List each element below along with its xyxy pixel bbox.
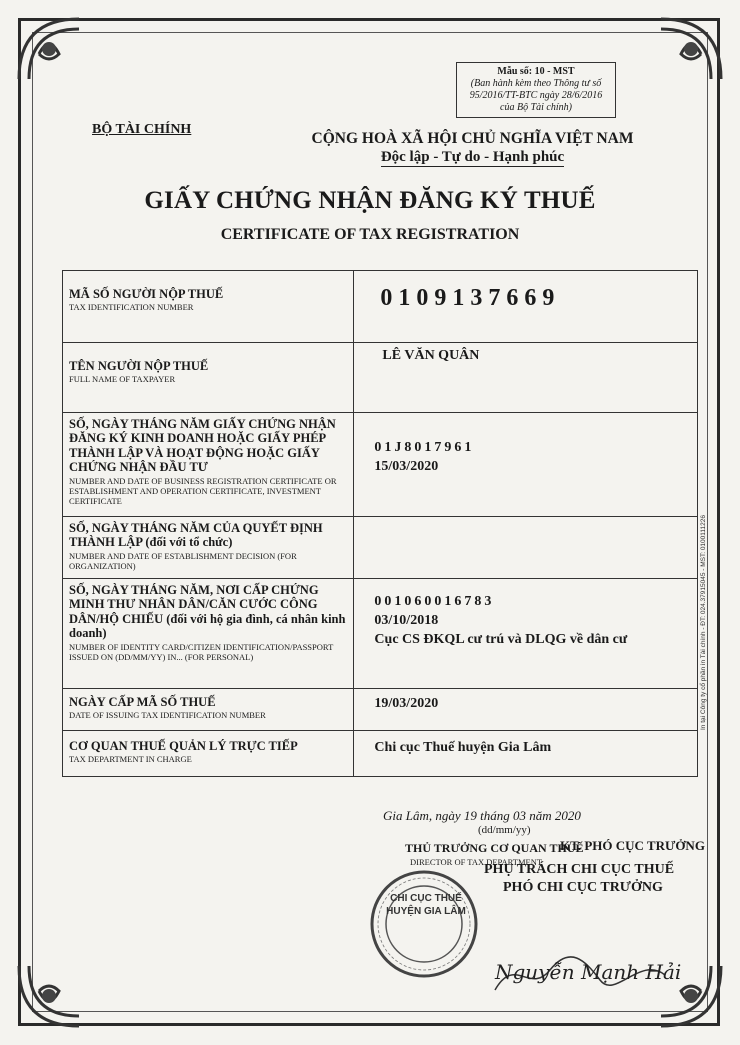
certificate-title-english: CERTIFICATE OF TAX REGISTRATION [220,226,520,243]
form-note-line: (Ban hành kèm theo Thông tư số [470,78,602,89]
label-vn: MÃ SỐ NGƯỜI NỘP THUẾ [69,287,224,301]
ornament-corner-top-left [14,14,84,84]
label-vn: SỐ, NGÀY THÁNG NĂM CỦA QUYẾT ĐỊNH THÀNH LẬP (đối với tổ chức) [69,521,323,550]
taxpayer-name: LÊ VĂN QUÂN [382,348,480,363]
label-en: DATE OF ISSUING TAX IDENTIFICATION NUMBER [69,710,266,721]
table-row [63,689,698,731]
official-seal [368,868,480,980]
label-en: TAX DEPARTMENT IN CHARGE [69,754,192,765]
registration-table [62,270,698,777]
label-vn: CƠ QUAN THUẾ QUẢN LÝ TRỰC TIẾP [69,739,298,753]
label-vn: TÊN NGƯỜI NỘP THUẾ [69,359,209,373]
ministry-name: BỘ TÀI CHÍNH [92,122,192,137]
label-vn: SỐ, NGÀY THÁNG NĂM, NƠI CẤP CHỨNG MINH THƯ NHÂN DÂN/CĂN CƯỚC CÔNG DÂN/HỘ CHIẾU (đối với hộ gia đình, cá nhân kinh doanh) [69,583,346,641]
row-label [63,413,354,517]
date-format-hint: (dd/mm/yy) [478,824,531,836]
certificate-title: GIẤY CHỨNG NHẬN ĐĂNG KÝ THUẾ [144,187,596,214]
issue-date: 19/03/2020 [374,696,439,711]
form-number-box [456,62,616,118]
row-value [354,413,698,517]
signatory-deputy-role: PHÓ CHI CỤC TRƯỞNG [503,880,663,895]
label-vn: SỐ, NGÀY THÁNG NĂM GIẤY CHỨNG NHẬN ĐĂNG KÝ KINH DOANH HOẶC GIẤY PHÉP THÀNH LẬP VÀ HOẠT ĐỘNG HOẶC GIẤY CHỨNG NHẬN ĐẦU TƯ [69,417,336,475]
id-card-date: 03/10/2018 [374,612,439,628]
nation-name: CỘNG HOÀ XÃ HỘI CHỦ NGHĨA VIỆT NAM [311,130,634,147]
printer-note: In tại Công ty cổ phần in Tài chính - ĐT: 024.37915045 - MST: 0100111226 [700,514,707,730]
signatory-role: PHỤ TRÁCH CHI CỤC THUẾ [484,862,675,877]
row-label [63,731,354,777]
tax-department: Chi cục Thuế huyện Gia Lâm [374,740,552,755]
row-label [63,579,354,689]
table-row [63,579,698,689]
seal-text: CHI CỤC THUẾ HUYỆN GIA LÂM [386,893,466,917]
row-value [354,579,698,689]
label-en: NUMBER OF IDENTITY CARD/CITIZEN IDENTIFICATION/PASSPORT ISSUED ON (DD/MM/YY) IN... (FOR PERSONAL) [69,641,334,662]
row-value [354,343,698,413]
tax-id-number: 0109137669 [380,285,561,311]
label-vn: NGÀY CẤP MÃ SỐ THUẾ [69,695,216,709]
row-value [354,689,698,731]
ornament-corner-bottom-left [14,961,84,1031]
business-registration-date: 15/03/2020 [374,458,439,474]
table-row [63,343,698,413]
signatory-title: THỦ TRƯỞNG CƠ QUAN THUẾ [405,841,584,855]
table-row [63,271,698,343]
signatory-stamp-title: KT. PHÓ CỤC TRƯỞNG [560,838,705,853]
form-number: Mẫu số: 10 - MST [497,66,575,77]
table-row [63,517,698,579]
label-en: FULL NAME OF TAXPAYER [69,374,176,385]
id-card-issuer: Cục CS ĐKQL cư trú và DLQG về dân cư [374,631,628,647]
ornament-corner-top-right [656,14,726,84]
form-note-line: của Bộ Tài chính) [500,102,572,113]
row-label [63,271,354,343]
motto-text: Độc lập - Tự do - Hạnh phúc [380,149,565,165]
label-en: NUMBER AND DATE OF BUSINESS REGISTRATION CERTIFICATE OR ESTABLISHMENT AND OPERATION CERTIFICATE, INVESTMENT CERTIFICATE [69,475,337,506]
row-value [354,517,698,579]
business-registration-number: 01J8017961 [374,440,475,455]
row-value [354,731,698,777]
issue-place-date: Gia Lâm, ngày 19 tháng 03 năm 2020 [383,808,581,823]
table-row [63,413,698,517]
national-motto [300,149,645,166]
signatory-name: Nguyễn Mạnh Hải [495,960,682,984]
form-note-line: 95/2016/TT-BTC ngày 28/6/2016 [469,90,603,101]
row-value [354,271,698,343]
signatory-title-english: DIRECTOR OF TAX DEPARTMENT [410,857,543,867]
table-row [63,731,698,777]
id-card-number: 001060016783 [374,594,495,609]
label-en: NUMBER AND DATE OF ESTABLISHMENT DECISION (FOR ORGANIZATION) [69,550,297,571]
row-label [63,343,354,413]
label-en: TAX IDENTIFICATION NUMBER [69,302,194,313]
row-label [63,689,354,731]
row-label [63,517,354,579]
